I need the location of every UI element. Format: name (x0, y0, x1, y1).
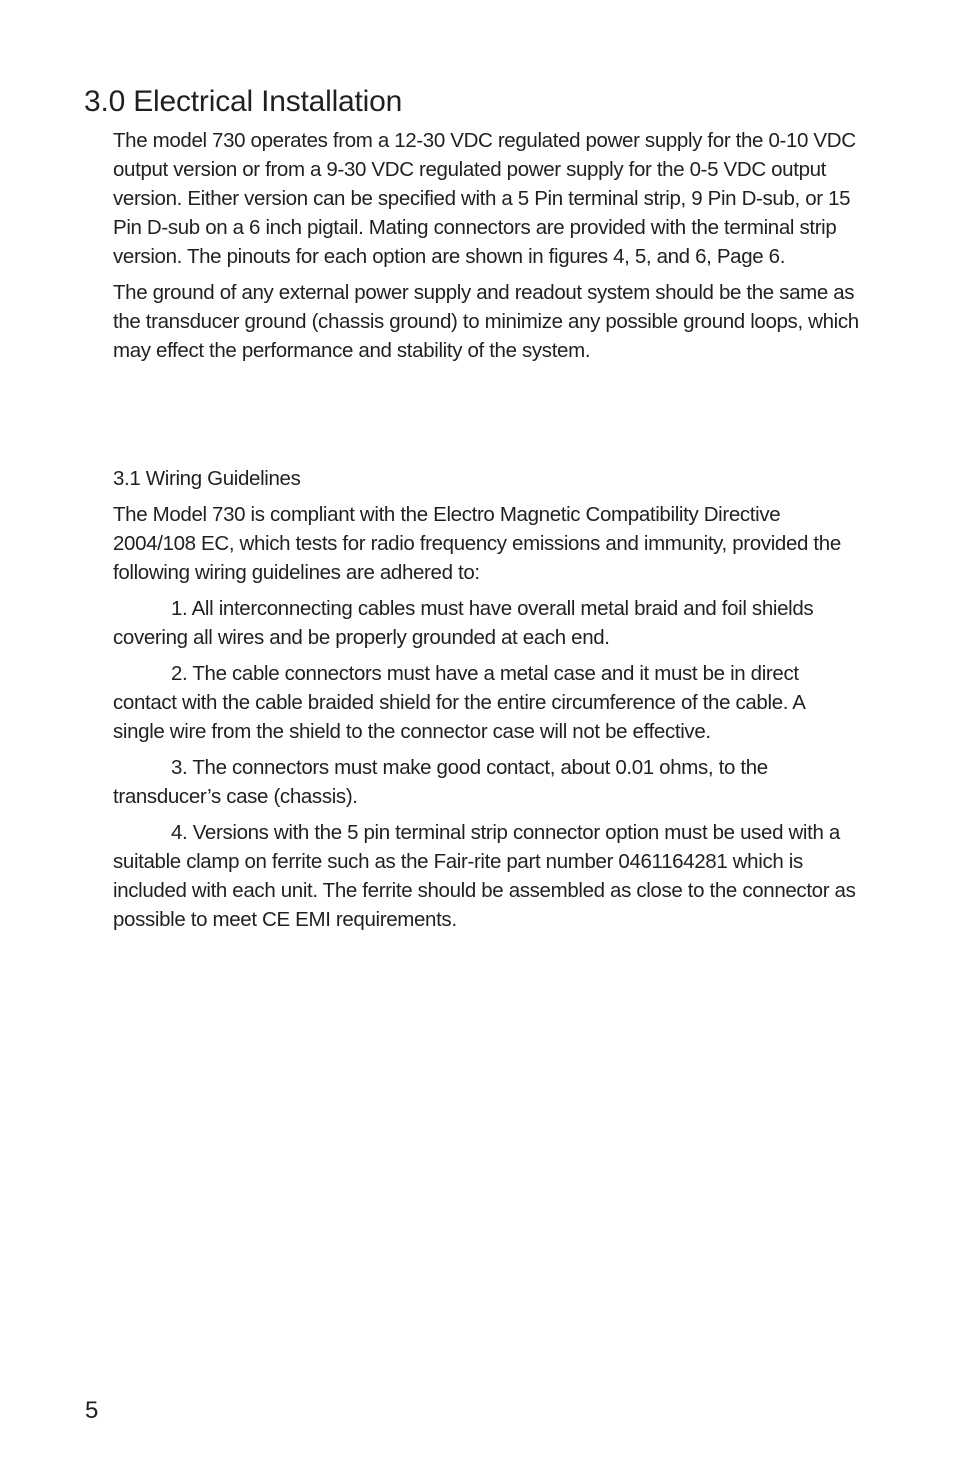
page-number: 5 (85, 1397, 99, 1424)
guideline-item: 1. All interconnecting cables must have overall metal braid and foil shields covering all wires and be properly grounded at each end. (113, 597, 814, 649)
section-body (113, 126, 861, 365)
guideline-item: 2. The cable connectors must have a metal case and it must be in direct contact with the cable braided shield for the entire circumference of the cable. A single wire from the shield to the connector case will not be effective. (113, 662, 805, 743)
section-paragraph: The model 730 operates from a 12-30 VDC regulated power supply for the 0-10 VDC output version or from a 9-30 VDC regulated power supply for the 0-5 VDC output version. Either version can be specified with a 5 Pin terminal strip, 9 Pin D-sub, or 15 Pin D-sub on a 6 inch pigtail. Mating connectors are provided with the terminal strip version. The pinouts for each option are shown in figures 4, 5, and 6, Page 6. (113, 129, 856, 268)
subsection-title: 3.1 Wiring Guidelines (113, 467, 301, 490)
subsection-body (113, 464, 861, 934)
section-paragraph: The ground of any external power supply and readout system should be the same as the transducer ground (chassis ground) to minimize any possible ground loops, which may effect the performance and stability of the system. (113, 281, 859, 362)
subsection-intro: The Model 730 is compliant with the Electro Magnetic Compatibility Directive 2004/108 EC, which tests for radio frequency emissions and immunity, provided the following wiring guidelines are adhered to: (113, 503, 841, 584)
section-title: 3.0 Electrical Installation (84, 85, 403, 118)
guideline-item: 3. The connectors must make good contact, about 0.01 ohms, to the transducer’s case (chassis). (113, 756, 768, 808)
guideline-item: 4. Versions with the 5 pin terminal strip connector option must be used with a suitable clamp on ferrite such as the Fair-rite part number 0461164281 which is included with each unit. The ferrite should be assembled as close to the connector as possible to meet CE EMI requirements. (113, 821, 856, 931)
